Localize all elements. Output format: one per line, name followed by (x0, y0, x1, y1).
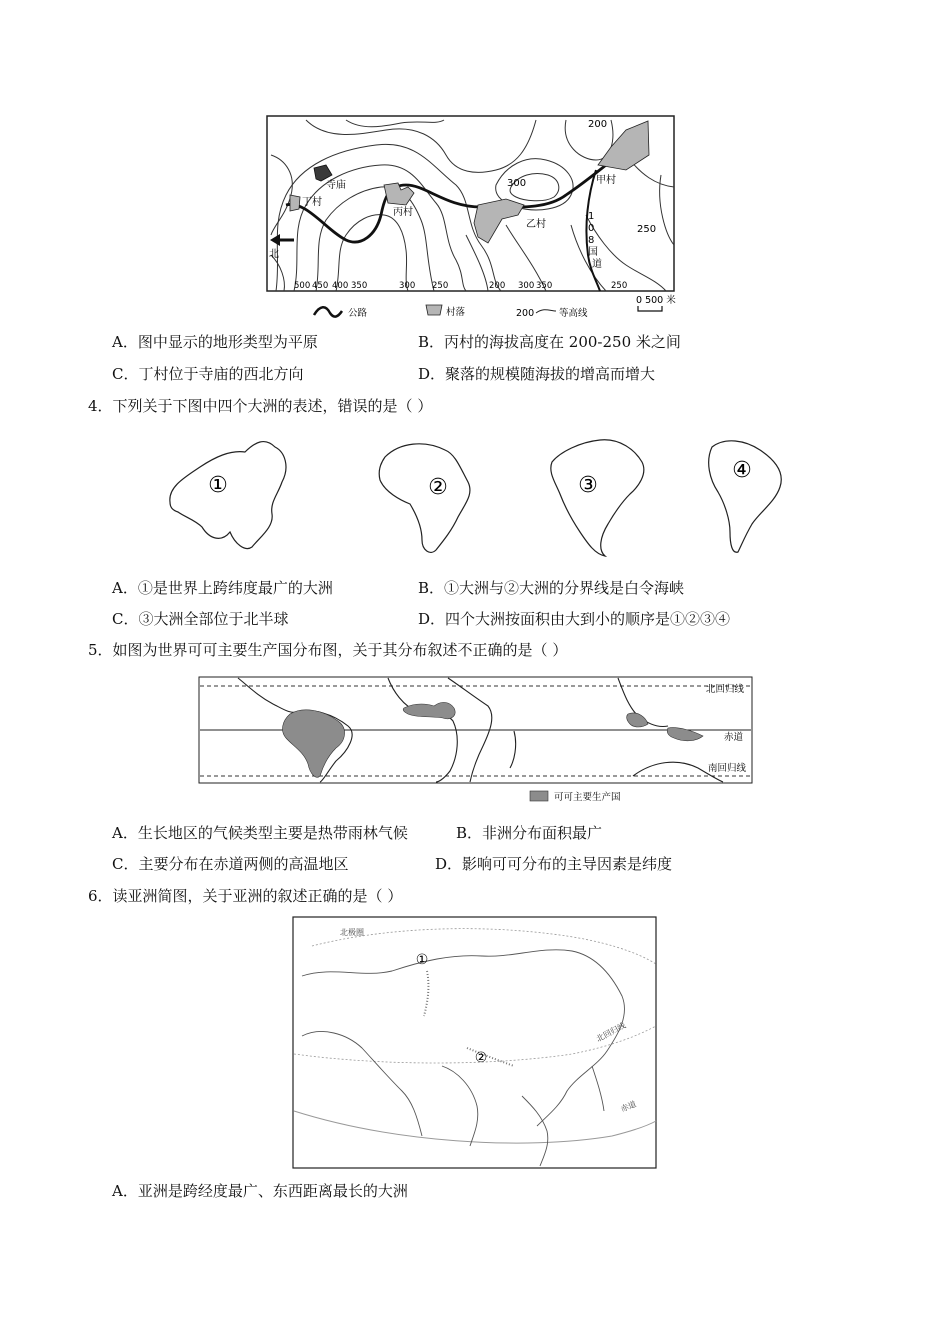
temple-label: 寺庙 (326, 180, 346, 191)
continent-marker-4: ④ (732, 458, 752, 483)
ding-village (290, 195, 300, 211)
continents-figure (160, 432, 790, 562)
contour-value: 350 (536, 281, 553, 291)
islands-outline (592, 1066, 604, 1111)
scale-bar (638, 306, 662, 311)
road-legend-label: 公路 (348, 308, 368, 319)
village-legend-symbol (426, 305, 442, 315)
q6-option-a[interactable]: A．亚洲是跨经度最广、东西距离最长的大洲 (112, 1182, 408, 1200)
village-legend-label: 村落 (446, 307, 466, 318)
tropic-north-label: 北回归线 (706, 684, 745, 695)
asia-outline-north-east (302, 950, 624, 1126)
cocoa-region-brazil (283, 710, 345, 777)
q3-option-c[interactable]: C．丁村位于寺庙的西北方向 (112, 365, 304, 383)
road-char: 1 (588, 211, 595, 222)
road-legend-symbol (314, 307, 342, 316)
q3-option-a[interactable]: A．图中显示的地形类型为平原 (112, 333, 318, 351)
jia-label: 甲村 (596, 175, 616, 186)
contour-value: 300 (399, 281, 416, 291)
contour-200-label: 200 (588, 119, 608, 130)
contour-map (266, 115, 676, 325)
q4-option-a[interactable]: A．①是世界上跨纬度最广的大洲 (112, 579, 333, 597)
contour-value: 350 (351, 281, 368, 291)
q5-option-b[interactable]: B．非洲分布面积最广 (456, 824, 603, 842)
continent-2-outline (379, 444, 470, 553)
bing-label: 丙村 (393, 207, 413, 218)
scale-label: 0 500 米 (636, 295, 676, 306)
q5-option-a[interactable]: A．生长地区的气候类型主要是热带雨林气候 (112, 824, 408, 842)
cocoa-legend-label: 可可主要生产国 (554, 792, 621, 803)
ural-mountains (424, 971, 428, 1016)
road-char: 8 (588, 235, 595, 246)
contour-legend-symbol (536, 310, 556, 313)
continent-marker-1: ① (208, 473, 228, 498)
contour-value: 400 (332, 281, 349, 291)
q5-option-d[interactable]: D．影响可可分布的主导因素是纬度 (435, 855, 673, 873)
contour-legend-value: 200 (516, 308, 535, 319)
asia-map-frame (293, 917, 656, 1168)
tropic-north-label-asia: 北回归线 (594, 1020, 628, 1044)
q4-option-c[interactable]: C．③大洲全部位于北半球 (112, 610, 289, 628)
contour-map-frame (267, 116, 674, 291)
tropic-south-label: 南回归线 (708, 763, 747, 774)
asia-map (292, 916, 658, 1170)
contour-value: 250 (432, 281, 449, 291)
yi-label: 乙村 (526, 219, 546, 230)
q6-stem: 6．读亚洲简图，关于亚洲的叙述正确的是（ ） (88, 887, 403, 905)
q4-option-b[interactable]: B．①大洲与②大洲的分界线是白令海峡 (418, 579, 685, 597)
asia-marker-2: ② (474, 1050, 488, 1066)
equator-line-asia (294, 1111, 656, 1143)
contour-value: 500 (294, 281, 311, 291)
north-label: 北 (269, 249, 279, 260)
q3-option-d[interactable]: D．聚落的规模随海拔的增高而增大 (418, 365, 656, 383)
q4-option-d[interactable]: D．四个大洲按面积由大到小的顺序是①②③④ (418, 610, 731, 628)
asia-marker-1: ① (415, 952, 429, 968)
contour-legend-label: 等高线 (559, 308, 588, 319)
madagascar (510, 731, 516, 768)
road-char: 0 (588, 223, 595, 234)
highway-line (286, 153, 616, 242)
q3-option-b[interactable]: B．丙村的海拔高度在 200-250 米之间 (418, 333, 681, 351)
contour-300-label: 300 (507, 178, 527, 189)
cocoa-region-southeast-asia (627, 713, 648, 727)
ding-label: 丁村 (302, 197, 322, 208)
bottom-contour-values (294, 281, 627, 291)
contour-value: 250 (611, 281, 628, 291)
contour-value: 200 (489, 281, 506, 291)
continent-marker-2: ② (428, 475, 448, 500)
cocoa-legend-swatch (530, 791, 548, 801)
q5-option-c[interactable]: C．主要分布在赤道两侧的高温地区 (112, 855, 349, 873)
indochina-outline (522, 1096, 548, 1166)
arctic-circle-label: 北极圈 (340, 928, 364, 937)
q5-stem: 5．如图为世界可可主要生产国分布图，关于其分布叙述不正确的是（ ） (88, 641, 568, 659)
cocoa-region-west-africa (403, 702, 455, 719)
continent-1-outline (170, 442, 286, 549)
continent-marker-3: ③ (578, 473, 598, 498)
equator-label-asia: 赤道 (619, 1099, 638, 1114)
equator-label: 赤道 (724, 732, 744, 743)
cocoa-map (198, 676, 754, 806)
india-outline (442, 1066, 478, 1146)
road-char: 道 (592, 259, 602, 270)
contour-value: 450 (312, 281, 329, 291)
asia-outline-south-west (302, 1032, 422, 1136)
temple-marker (314, 165, 332, 181)
road-char: 国 (588, 247, 598, 258)
yi-village (474, 199, 524, 243)
contour-value: 300 (518, 281, 535, 291)
contour-250-label: 250 (637, 224, 657, 235)
q4-stem: 4．下列关于下图中四个大洲的表述，错误的是（ ） (88, 397, 433, 415)
